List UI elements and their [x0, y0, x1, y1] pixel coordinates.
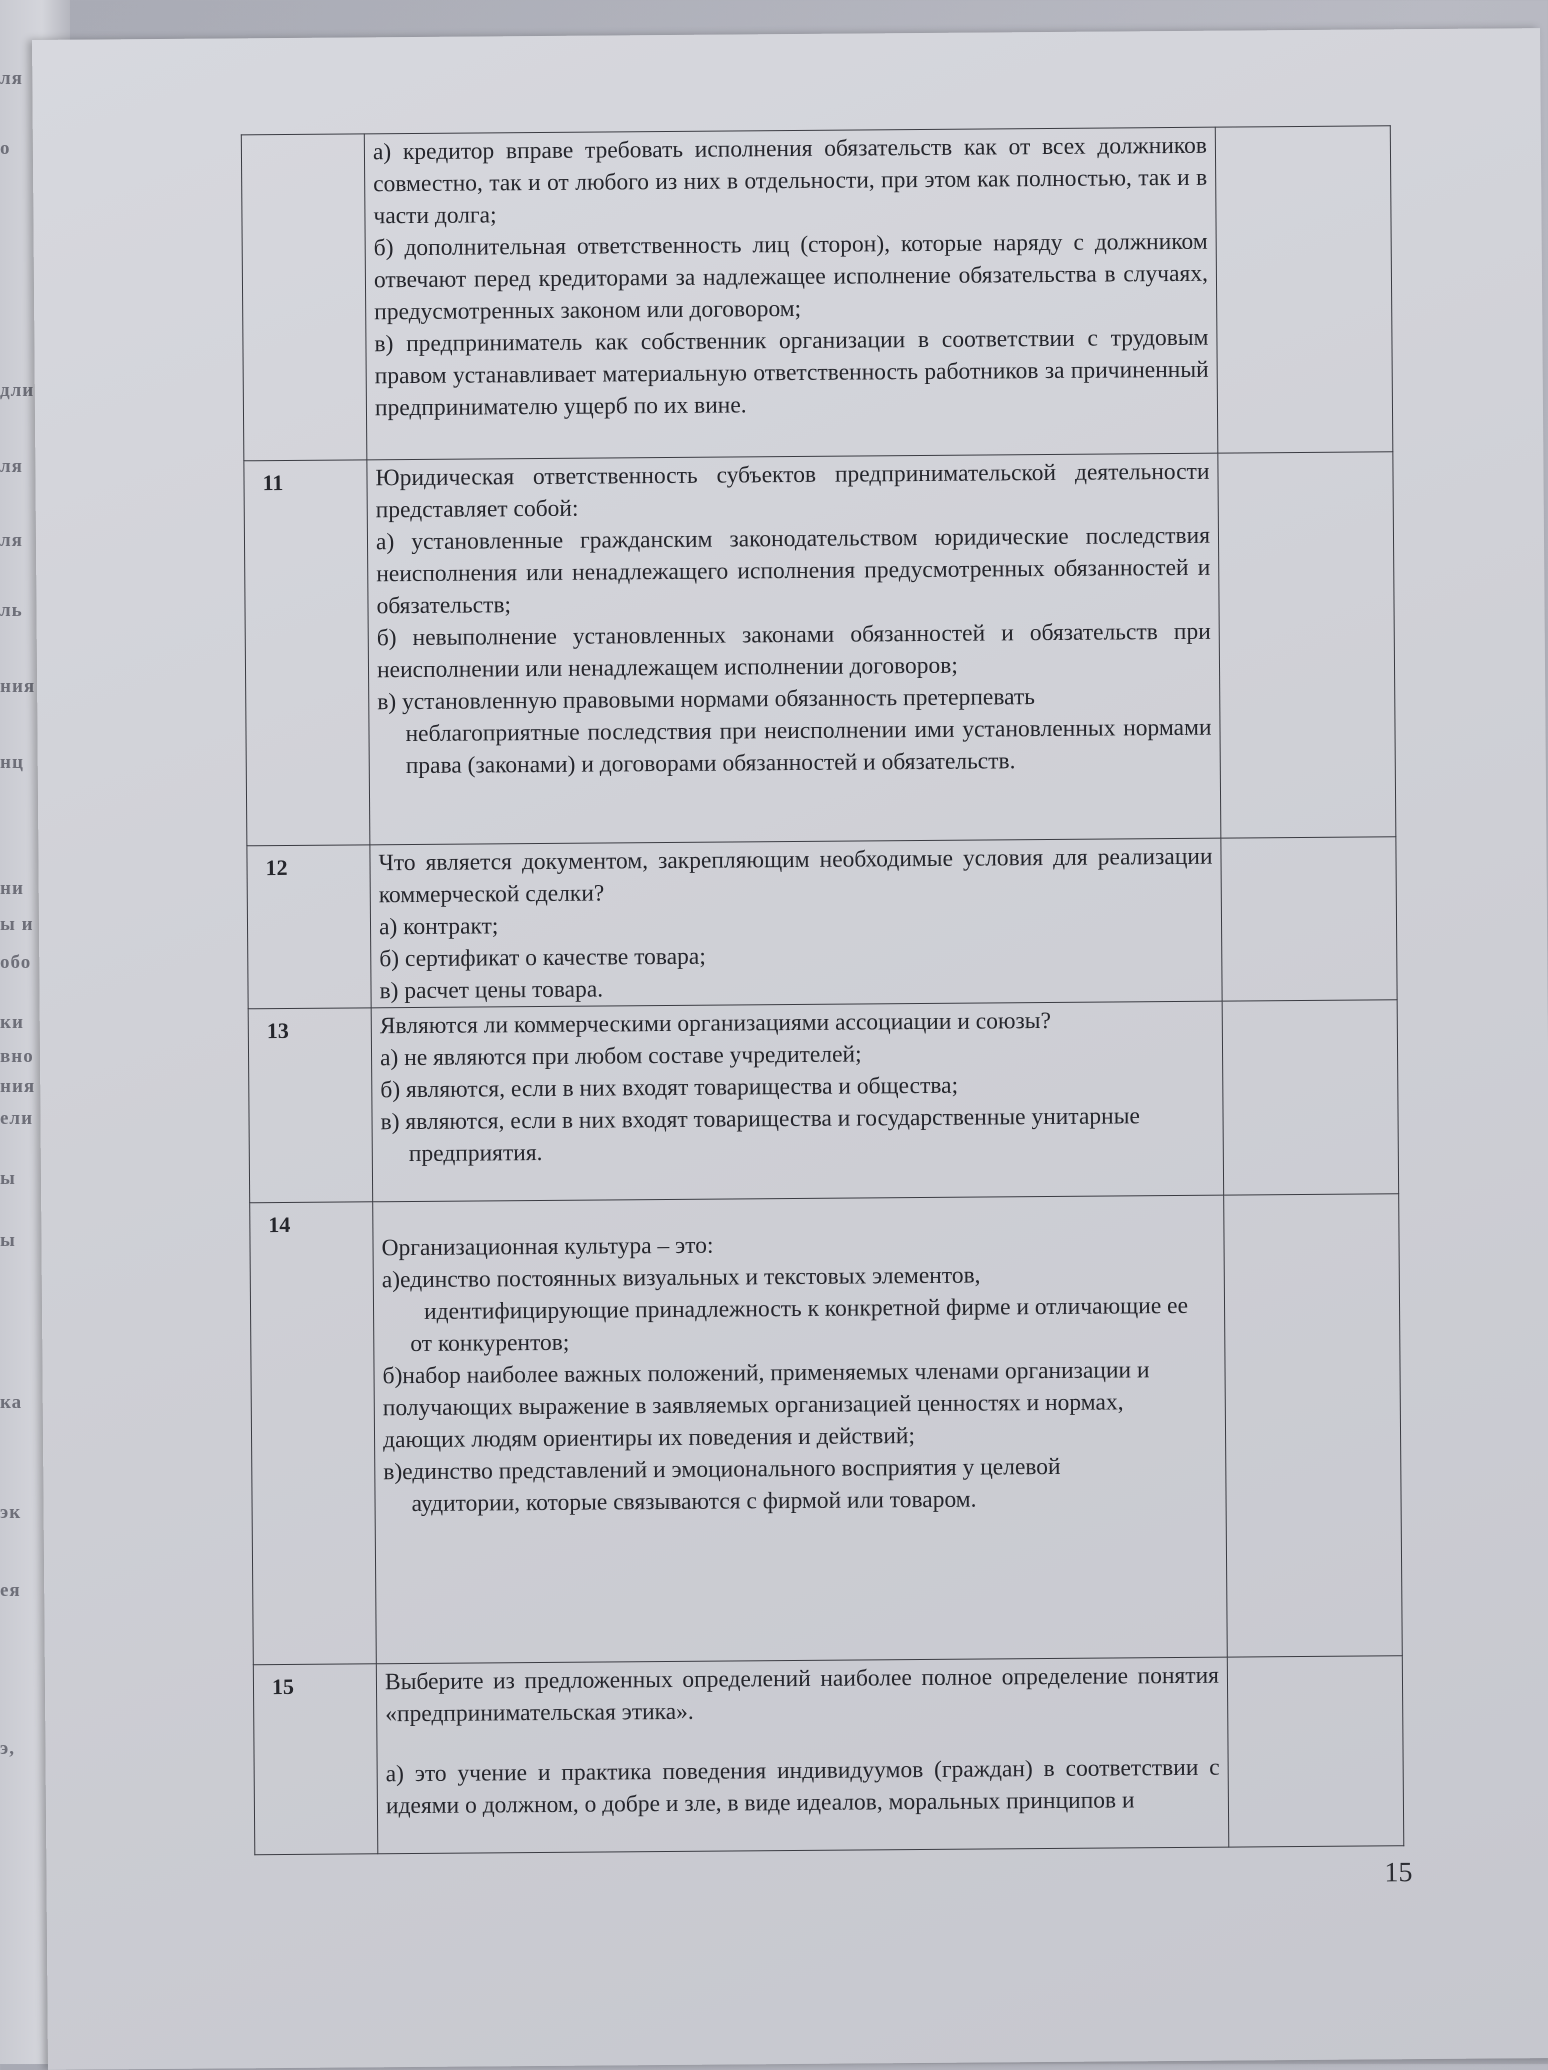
question-text-cell [376, 1657, 1228, 1854]
question-number: 15 [253, 1664, 377, 1855]
answer-cell [1218, 452, 1396, 838]
answer-option-a: а) установленные гражданским законодательством юридические последствия неисполнения или ненадлежащего исполнения предусмотренных обязанностей и обязательств; [375, 522, 1211, 620]
page-number: 15 [1384, 1857, 1413, 1889]
underpage-fragment: ля [0, 68, 23, 89]
test-questions-table [241, 125, 1404, 1855]
table-row [244, 452, 1396, 846]
table-row [247, 837, 1397, 1009]
underpage-fragment: ля [0, 456, 23, 477]
document-sheet [32, 28, 1548, 2070]
underpage-fragment: ки [0, 1012, 24, 1033]
underpage-fragment: ы и [0, 914, 34, 935]
answer-cell [1222, 1000, 1399, 1195]
question-text: Являются ли коммерческими организациями ассоциации и союзы? [379, 1007, 1052, 1040]
question-text: Выберите из предложенных определений наиболее полное определение понятия «предпринимательская этика». [384, 1662, 1220, 1728]
table-row [248, 1000, 1398, 1203]
answer-option-a: а) не являются при любом составе учредителей; [379, 1041, 862, 1072]
answer-option-a-continued: идентифицирующие принадлежность к конкретной фирме и отличающие ее [423, 1292, 1189, 1325]
answer-option-c-continued: неблагоприятные последствия при неисполнении ими установленных нормами права (законами) и договорами обязанностей и обязательств. [405, 714, 1212, 780]
answer-option-b: б) невыполнение установленных законами обязанностей и обязательств при неисполнении или ненадлежащем исполнении договоров; [376, 618, 1211, 684]
question-text-cell [367, 453, 1221, 845]
question-number: 12 [247, 845, 371, 1009]
answer-cell [1221, 837, 1397, 1001]
answer-option-b: б) дополнительная ответственность лиц (сторон), которые наряду с должником отвечают перед кредиторами за надлежащее исполнение обязательства в случаях, предусмотренных законом или договором; [373, 228, 1209, 326]
answer-cell [1215, 126, 1393, 453]
underpage-fragment: э, [0, 1738, 15, 1759]
underpage-fragment: ни [0, 878, 24, 899]
answer-option-c-continued: предприятия. [408, 1139, 543, 1168]
question-text-cell [364, 127, 1218, 460]
underpage-fragment: обо [0, 952, 32, 973]
question-text-cell [371, 1001, 1223, 1202]
answer-cell [1227, 1656, 1403, 1847]
table-row [250, 1194, 1403, 1665]
table-row [241, 126, 1393, 461]
question-number: 13 [248, 1008, 373, 1203]
answer-option-c-continued: аудитории, которые связываются с фирмой или товаром. [411, 1486, 977, 1518]
underpage-fragment: ы [0, 1168, 16, 1189]
underpage-fragment: ль [0, 600, 23, 621]
question-number: 11 [244, 460, 370, 846]
question-text-cell [370, 838, 1222, 1008]
answer-option-a: а) контракт; [378, 913, 499, 941]
underpage-fragment: ля [0, 530, 23, 551]
question-text-cell [373, 1195, 1228, 1664]
underpage-fragment: ея [0, 1580, 21, 1601]
answer-option-a: а) это учение и практика поведения индивидуумов (граждан) в соответствии с идеями о должном, о добре и зле, в виде идеалов, моральных принципов и [385, 1754, 1220, 1820]
answer-option-b-continued: получающих выражение в заявляемых организацией ценностях и нормах, [382, 1389, 1124, 1422]
answer-option-c: в)единство представлений и эмоционального восприятия у целевой [383, 1453, 1061, 1486]
underpage-fragment: нц [0, 752, 24, 773]
question-text: Что является документом, закрепляющим необходимые условия для реализации коммерческой сделки? [378, 843, 1213, 909]
question-number: 14 [250, 1202, 377, 1665]
answer-option-b: б) сертификат о качестве товара; [379, 943, 706, 973]
underpage-fragment: о [0, 138, 11, 159]
underpage-fragment: вно [0, 1046, 34, 1067]
answer-option-b: б) являются, если в них входят товарищества и общества; [380, 1072, 959, 1104]
answer-option-c: в) предприниматель как собственник организации в соответствии с трудовым правом устанавливает материальную ответственность работников за причиненный предпринимателю ущерб по их вине. [374, 324, 1209, 422]
underpage-fragment: ния [0, 1076, 36, 1097]
table-row [253, 1656, 1403, 1855]
underpage-fragment: ы [0, 1230, 16, 1251]
answer-cell [1224, 1194, 1403, 1657]
underpage-fragment: ка [0, 1392, 23, 1413]
answer-option-a: а) кредитор вправе требовать исполнения обязательств как от всех должников совместно, так и от любого из них в отдельности, при этом как полностью, так и в части долга; [372, 132, 1208, 230]
answer-option-c: в) являются, если в них входят товарищества и государственные унитарные [380, 1103, 1140, 1136]
question-text: Юридическая ответственность субъектов предпринимательской деятельности представляет собой: [375, 458, 1210, 524]
answer-option-b-continued: дающих людям ориентиры их поведения и действий; [382, 1423, 916, 1454]
answer-option-a-continued: от конкурентов; [410, 1329, 570, 1358]
question-text: Организационная культура – это: [381, 1232, 714, 1262]
underpage-fragment: дли [0, 380, 35, 401]
question-number [241, 134, 367, 461]
answer-option-c: в) установленную правовыми нормами обязанность претерпевать [377, 684, 1035, 716]
answer-option-b: б)набор наиболее важных положений, применяемых членами организации и [382, 1357, 1150, 1390]
underpage-fragment: ели [0, 1108, 34, 1129]
underpage-fragment: эк [0, 1502, 22, 1523]
answer-option-a: а)единство постоянных визуальных и текстовых элементов, [381, 1262, 981, 1294]
underpage-fragment: ния [0, 676, 36, 697]
answer-option-c: в) расчет цены товара. [379, 976, 604, 1005]
